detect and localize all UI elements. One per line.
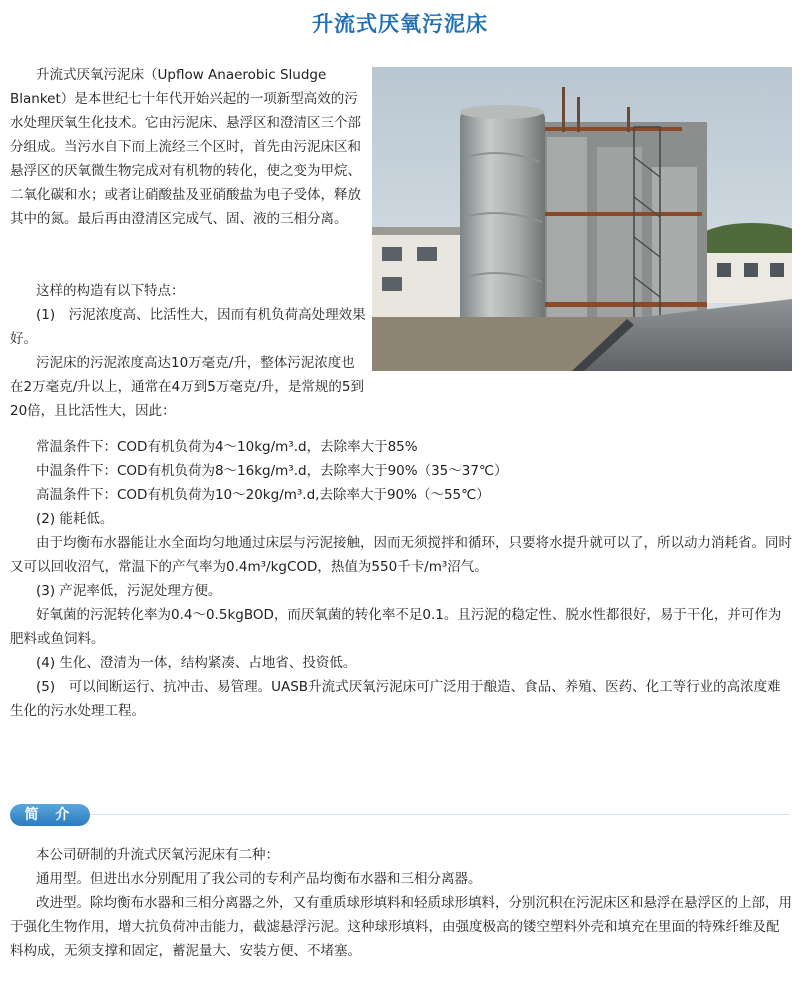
type-improved: 改进型。除均衡布水器和三相分离器之外，又有重质球形填料和轻质球形填料，分别沉积在污泥床区和悬浮在悬浮区的上部，用于强化生物作用，增大抗负荷冲击能力，截滤悬浮污泥。这种球形填料，由强度极高的镂空塑料外壳和填充在里面的特殊纤维及配料构成，无须支撑和固定，蓄泥量大、安装方便、不堵塞。 — [10, 895, 792, 959]
feature-2: (2) 能耗低。 — [36, 511, 114, 527]
feature-2-detail: 由于均衡布水器能让水全面均匀地通过床层与污泥接触，因而无须搅拌和循环，只要将水提升就可以了，所以动力消耗省。同时又可以回收沼气，常温下的产气率为0.4m³/kgCOD，热值为550千卡/m³沼气。 — [10, 535, 792, 575]
feature-3: (3) 产泥率低，污泥处理方便。 — [36, 583, 222, 599]
section-label-intro: 简 介 — [10, 804, 90, 826]
conditions-block — [10, 435, 792, 723]
intro-paragraph: 升流式厌氧污泥床（Upflow Anaerobic Sludge Blanket）是本世纪七十年代开始兴起的一项新型高效的污水处理厌氧生化技术。它由污泥床、悬浮区和澄清区三个部分组成。当污水自下而上流经三个区时，首先由污泥床区和悬浮区的厌氧微生物完成对有机物的转化，使之变为甲烷、二氧化碳和水；或者让硝酸盐及亚硝酸盐为电子受体，释放其中的氮。最后再由澄清区完成气、固、液的三相分离。 — [10, 67, 361, 227]
reactor-photo — [372, 67, 792, 371]
feature-1-detail: 污泥床的污泥浓度高达10万毫克/升，整体污泥浓度也在2万毫克/升以上，通常在4万到5万毫克/升，是常规的5到20倍，且比活性大，因此： — [10, 355, 364, 419]
condition-high: 高温条件下：COD有机负荷为10～20kg/m³.d,去除率大于90%（～55℃） — [36, 487, 490, 503]
feature-1: (1) 污泥浓度高、比活性大，因而有机负荷高处理效果好。 — [10, 307, 366, 347]
company-block — [10, 843, 792, 963]
feature-4: (4) 生化、澄清为一体，结构紧凑、占地省、投资低。 — [36, 655, 357, 671]
feature-5: (5) 可以间断运行、抗冲击、易管理。UASB升流式厌氧污泥床可广泛用于酿造、食品、养殖、医药、化工等行业的高浓度难生化的污水处理工程。 — [10, 679, 781, 719]
feature-3-detail: 好氧菌的污泥转化率为0.4～0.5kgBOD，而厌氧菌的转化率不足0.1。且污泥的稳定性、脱水性都很好，易于干化，并可作为肥料或鱼饲料。 — [10, 607, 782, 647]
company-intro: 本公司研制的升流式厌氧污泥床有二种： — [36, 847, 279, 863]
type-general: 通用型。但进出水分别配用了我公司的专利产品均衡布水器和三相分离器。 — [36, 871, 482, 887]
features-block — [10, 279, 366, 423]
condition-mid: 中温条件下：COD有机负荷为8～16kg/m³.d，去除率大于90%（35～37℃） — [36, 463, 508, 479]
page-title: 升流式厌氧污泥床 — [312, 12, 488, 36]
condition-normal: 常温条件下：COD有机负荷为4～10kg/m³.d，去除率大于85% — [36, 439, 418, 455]
section-divider — [90, 814, 790, 815]
features-intro: 这样的构造有以下特点： — [36, 283, 185, 299]
